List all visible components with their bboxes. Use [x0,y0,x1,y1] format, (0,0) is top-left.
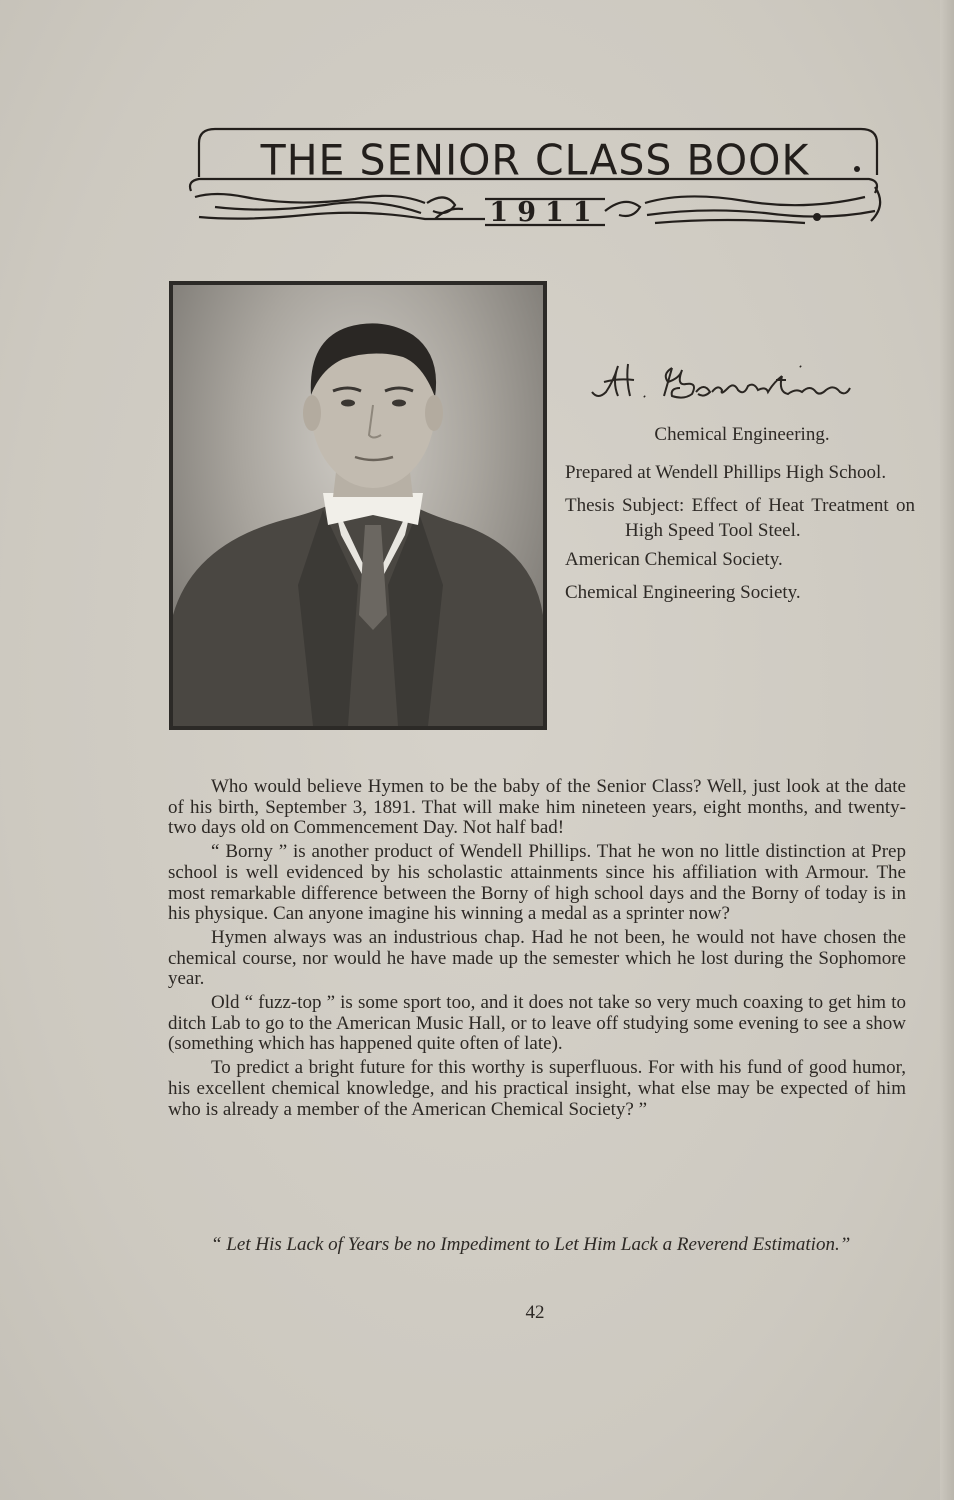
society-membership-2: Chemical Engineering Society. [565,582,801,603]
header-banner [185,125,885,235]
biography-paragraph-3: Hymen always was an industrious chap. Had he not been, he would not have chosen the chemical course, nor would he have made up the semester which he lost during the Sophomore year. [168,926,906,990]
biography-text [168,777,906,1123]
thesis-subject: Thesis Subject: Effect of Heat Treatment on High Speed Tool Steel. [565,495,915,541]
department: Chemical Engineering. [654,424,830,445]
portrait-image [173,285,543,726]
biography-paragraph-1: Who would believe Hymen to be the baby of the Senior Class? Well, just look at the date of his birth, September 3, 1891. That will make him nineteen years, eight months, and twenty-two days old on Commencement Day. Not half bad! [168,776,906,839]
society-membership-1: American Chemical Society. [565,549,783,570]
prepared-at: Prepared at Wendell Phillips High School. [565,462,887,483]
page-number: 42 [525,1302,545,1323]
biography-paragraph-5: To predict a bright future for this worthy is superfluous. For with his fund of good humor, his excellent chemical knowledge, and his practical insight, what else may be expected of him who is already a member of the American Chemical Society? ” [168,1057,906,1120]
banner-title: THE SENIOR CLASS BOOK [260,135,810,185]
signature-script [588,352,908,412]
profile-info [565,422,915,605]
biography-paragraph-4: Old “ fuzz-top ” is some sport too, and it does not take so very much coaxing to get him to ditch Lab to go to the American Music Hall, or to leave off studying some evening to see a show (something which has happened quite often of late). [168,992,906,1055]
biography-paragraph-2: “ Borny ” is another product of Wendell Phillips. That he won no little distinction at Prep school is well evidenced by his scholastic attainments since his affiliation with Armour. The most remarkable difference between the Borny of high school days and the Borny of today is in his physique. Can anyone imagine his winning a medal as a sprinter now? [168,841,906,925]
signature [588,352,908,412]
page-edge [940,0,954,1500]
closing-quote: “ Let His Lack of Years be no Impediment to Let Him Lack a Reverend Estimation.” [211,1234,851,1255]
portrait-figure [173,285,543,726]
banner-year: 1911 [489,197,601,228]
portrait-photo [169,281,547,730]
